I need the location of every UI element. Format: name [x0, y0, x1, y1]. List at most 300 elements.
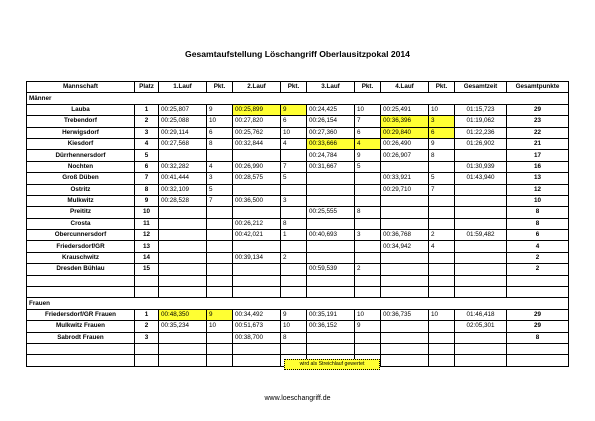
team-name-cell: Ostritz	[27, 184, 135, 195]
run3-points-cell: 10	[355, 309, 381, 320]
empty-cell	[355, 275, 381, 286]
run2-time-cell: 00:34,492	[233, 309, 281, 320]
run1-points-cell: 6	[207, 127, 233, 138]
run4-time-cell	[381, 264, 429, 275]
run4-time-cell	[381, 161, 429, 172]
total-points-cell: 17	[507, 150, 569, 161]
total-points-cell: 8	[507, 207, 569, 218]
total-points-cell: 16	[507, 161, 569, 172]
results-table	[26, 81, 569, 367]
run1-points-cell	[207, 150, 233, 161]
run2-time-cell: 00:32,844	[233, 138, 281, 149]
run2-time-cell	[233, 150, 281, 161]
run3-points-cell	[355, 218, 381, 229]
run4-points-cell	[429, 264, 455, 275]
run2-points-cell	[281, 150, 307, 161]
run2-points-cell	[281, 241, 307, 252]
table-row	[27, 161, 569, 172]
run4-points-cell: 3	[429, 116, 455, 127]
run1-time-cell	[159, 218, 207, 229]
team-name-cell: Mulkwitz	[27, 195, 135, 206]
run2-points-cell: 7	[281, 161, 307, 172]
placement-cell: 6	[135, 161, 159, 172]
run1-time-cell	[159, 150, 207, 161]
total-time-cell	[455, 218, 507, 229]
table-row	[27, 138, 569, 149]
run1-points-cell: 10	[207, 116, 233, 127]
run2-points-cell	[281, 184, 307, 195]
team-name-cell: Kiesdorf	[27, 138, 135, 149]
run3-points-cell: 3	[355, 230, 381, 241]
run1-time-cell: 00:32,109	[159, 184, 207, 195]
run3-time-cell: 00:26,154	[307, 116, 355, 127]
header-cell: 1.Lauf	[159, 82, 207, 93]
empty-cell	[429, 355, 455, 366]
total-time-cell	[455, 241, 507, 252]
total-points-cell: 10	[507, 195, 569, 206]
run2-time-cell: 00:38,700	[233, 332, 281, 343]
run1-points-cell	[207, 218, 233, 229]
team-name-cell: Trebendorf	[27, 116, 135, 127]
run2-points-cell	[281, 264, 307, 275]
empty-cell	[429, 287, 455, 298]
total-time-cell	[455, 332, 507, 343]
empty-cell	[207, 355, 233, 366]
empty-cell	[27, 287, 135, 298]
header-cell: Mannschaft	[27, 82, 135, 93]
empty-row	[27, 275, 569, 286]
placement-cell: 12	[135, 230, 159, 241]
table-row	[27, 127, 569, 138]
run3-time-cell: 00:24,425	[307, 104, 355, 115]
run3-time-cell: 00:31,667	[307, 161, 355, 172]
run1-points-cell: 4	[207, 161, 233, 172]
run2-points-cell: 3	[281, 195, 307, 206]
run2-time-cell: 00:36,500	[233, 195, 281, 206]
total-points-cell: 12	[507, 184, 569, 195]
total-time-cell: 01:59,482	[455, 230, 507, 241]
placement-cell: 1	[135, 309, 159, 320]
run1-points-cell	[207, 241, 233, 252]
run4-time-cell	[381, 207, 429, 218]
run3-time-cell	[307, 218, 355, 229]
empty-cell	[281, 275, 307, 286]
run3-time-cell	[307, 173, 355, 184]
run4-points-cell: 4	[429, 241, 455, 252]
run4-time-cell	[381, 218, 429, 229]
run3-time-cell	[307, 184, 355, 195]
run4-points-cell: 10	[429, 104, 455, 115]
run2-time-cell	[233, 184, 281, 195]
total-points-cell: 13	[507, 173, 569, 184]
team-name-cell: Preititz	[27, 207, 135, 218]
run1-time-cell: 00:25,088	[159, 116, 207, 127]
placement-cell: 8	[135, 184, 159, 195]
empty-cell	[27, 275, 135, 286]
empty-cell	[307, 287, 355, 298]
total-time-cell: 01:26,902	[455, 138, 507, 149]
run2-points-cell	[281, 207, 307, 218]
run1-points-cell: 3	[207, 173, 233, 184]
total-time-cell	[455, 252, 507, 263]
empty-cell	[135, 275, 159, 286]
run3-points-cell: 4	[355, 138, 381, 149]
team-name-cell: Dresden Bühlau	[27, 264, 135, 275]
run3-points-cell: 5	[355, 161, 381, 172]
run1-points-cell: 10	[207, 321, 233, 332]
run4-time-cell: 00:26,490	[381, 138, 429, 149]
run1-time-cell	[159, 230, 207, 241]
run4-time-cell	[381, 321, 429, 332]
total-time-cell	[455, 150, 507, 161]
team-name-cell: Dürrhennersdorf	[27, 150, 135, 161]
run4-points-cell: 8	[429, 150, 455, 161]
placement-cell: 7	[135, 173, 159, 184]
empty-cell	[381, 355, 429, 366]
empty-cell	[507, 355, 569, 366]
table-row	[27, 104, 569, 115]
team-name-cell: Nochten	[27, 161, 135, 172]
table-row	[27, 309, 569, 320]
team-name-cell: Lauba	[27, 104, 135, 115]
empty-cell	[455, 355, 507, 366]
table-row	[27, 252, 569, 263]
run1-time-cell: 00:35,234	[159, 321, 207, 332]
placement-cell: 14	[135, 252, 159, 263]
run4-points-cell	[429, 218, 455, 229]
total-points-cell: 29	[507, 104, 569, 115]
team-name-cell: Sabrodt Frauen	[27, 332, 135, 343]
run2-time-cell: 00:25,899	[233, 104, 281, 115]
run4-points-cell: 2	[429, 230, 455, 241]
empty-cell	[233, 355, 281, 366]
run3-points-cell: 2	[355, 264, 381, 275]
run2-points-cell: 9	[281, 104, 307, 115]
table-row	[27, 195, 569, 206]
total-time-cell	[455, 207, 507, 218]
run1-points-cell: 5	[207, 184, 233, 195]
run3-time-cell: 00:27,360	[307, 127, 355, 138]
total-points-cell: 23	[507, 116, 569, 127]
run4-points-cell: 7	[429, 184, 455, 195]
total-points-cell: 29	[507, 321, 569, 332]
table-row	[27, 173, 569, 184]
run2-points-cell: 6	[281, 116, 307, 127]
run2-time-cell: 00:28,575	[233, 173, 281, 184]
empty-cell	[381, 287, 429, 298]
run3-time-cell: 00:35,191	[307, 309, 355, 320]
run3-time-cell	[307, 332, 355, 343]
placement-cell: 5	[135, 150, 159, 161]
table-row	[27, 321, 569, 332]
run2-points-cell: 8	[281, 218, 307, 229]
empty-cell	[207, 287, 233, 298]
empty-cell	[281, 287, 307, 298]
empty-cell	[135, 355, 159, 366]
empty-cell	[281, 343, 307, 354]
total-time-cell: 01:19,062	[455, 116, 507, 127]
table-body	[27, 93, 569, 366]
run1-time-cell	[159, 264, 207, 275]
total-time-cell: 01:22,236	[455, 127, 507, 138]
placement-cell: 11	[135, 218, 159, 229]
header-cell: 4.Lauf	[381, 82, 429, 93]
run4-time-cell: 00:36,396	[381, 116, 429, 127]
empty-cell	[159, 343, 207, 354]
run4-time-cell	[381, 332, 429, 343]
team-name-cell: Mulkwitz Frauen	[27, 321, 135, 332]
run4-time-cell: 00:26,907	[381, 150, 429, 161]
run3-points-cell: 8	[355, 207, 381, 218]
run1-points-cell	[207, 332, 233, 343]
total-time-cell	[455, 264, 507, 275]
header-cell: Platz	[135, 82, 159, 93]
run2-points-cell: 8	[281, 332, 307, 343]
run3-points-cell: 9	[355, 150, 381, 161]
empty-cell	[27, 355, 135, 366]
header-cell: Pkt.	[207, 82, 233, 93]
run3-time-cell: 00:25,555	[307, 207, 355, 218]
run1-time-cell: 00:32,282	[159, 161, 207, 172]
empty-cell	[355, 343, 381, 354]
run3-time-cell	[307, 252, 355, 263]
total-points-cell: 8	[507, 218, 569, 229]
run3-time-cell: 00:33,666	[307, 138, 355, 149]
run1-points-cell	[207, 230, 233, 241]
section-title: Frauen	[27, 298, 569, 309]
run4-points-cell: 6	[429, 127, 455, 138]
run2-points-cell: 9	[281, 309, 307, 320]
run2-time-cell: 00:51,673	[233, 321, 281, 332]
run4-points-cell: 5	[429, 173, 455, 184]
run3-points-cell: 7	[355, 116, 381, 127]
team-name-cell: Friedersdorf/GR Frauen	[27, 309, 135, 320]
placement-cell: 10	[135, 207, 159, 218]
run1-time-cell: 00:28,528	[159, 195, 207, 206]
run3-points-cell: 9	[355, 321, 381, 332]
empty-cell	[233, 275, 281, 286]
run2-time-cell: 00:26,212	[233, 218, 281, 229]
run1-time-cell	[159, 252, 207, 263]
header-cell: Pkt.	[281, 82, 307, 93]
table-row	[27, 184, 569, 195]
run4-points-cell	[429, 195, 455, 206]
total-time-cell: 01:46,418	[455, 309, 507, 320]
run4-time-cell: 00:33,921	[381, 173, 429, 184]
run1-time-cell: 00:25,807	[159, 104, 207, 115]
empty-cell	[381, 275, 429, 286]
run2-points-cell: 2	[281, 252, 307, 263]
run1-points-cell	[207, 207, 233, 218]
run2-time-cell: 00:42,021	[233, 230, 281, 241]
total-points-cell: 29	[507, 309, 569, 320]
run2-time-cell	[233, 264, 281, 275]
run3-time-cell	[307, 195, 355, 206]
empty-cell	[507, 275, 569, 286]
empty-cell	[159, 355, 207, 366]
total-time-cell: 02:05,301	[455, 321, 507, 332]
run3-points-cell: 6	[355, 127, 381, 138]
empty-cell	[159, 287, 207, 298]
total-time-cell: 01:30,939	[455, 161, 507, 172]
section-header-row	[27, 298, 569, 309]
run2-time-cell: 00:25,762	[233, 127, 281, 138]
table-row	[27, 150, 569, 161]
total-time-cell: 01:43,940	[455, 173, 507, 184]
run1-time-cell: 00:27,568	[159, 138, 207, 149]
empty-cell	[135, 343, 159, 354]
footer-url: www.loeschangriff.de	[264, 395, 331, 402]
run4-time-cell: 00:34,942	[381, 241, 429, 252]
run4-time-cell: 00:29,710	[381, 184, 429, 195]
run1-time-cell: 00:29,114	[159, 127, 207, 138]
placement-cell: 13	[135, 241, 159, 252]
total-points-cell: 21	[507, 138, 569, 149]
header-cell: Gesamtzeit	[455, 82, 507, 93]
run3-time-cell: 00:24,784	[307, 150, 355, 161]
run2-points-cell: 5	[281, 173, 307, 184]
run3-time-cell: 00:36,152	[307, 321, 355, 332]
run1-points-cell: 8	[207, 138, 233, 149]
placement-cell: 15	[135, 264, 159, 275]
placement-cell: 9	[135, 195, 159, 206]
run1-points-cell	[207, 252, 233, 263]
run4-points-cell: 10	[429, 309, 455, 320]
empty-cell	[159, 275, 207, 286]
run4-time-cell	[381, 252, 429, 263]
run3-points-cell	[355, 332, 381, 343]
team-name-cell: Herwigsdorf	[27, 127, 135, 138]
total-points-cell: 2	[507, 252, 569, 263]
team-name-cell: Friedersdorf/GR	[27, 241, 135, 252]
run4-points-cell	[429, 321, 455, 332]
placement-cell: 1	[135, 104, 159, 115]
empty-cell	[307, 343, 355, 354]
document-title: Gesamtaufstellung Löschangriff Oberlausitzpokal 2014	[185, 49, 410, 59]
run3-time-cell	[307, 241, 355, 252]
total-points-cell: 6	[507, 230, 569, 241]
run3-points-cell	[355, 252, 381, 263]
empty-cell	[429, 343, 455, 354]
placement-cell: 2	[135, 321, 159, 332]
run2-points-cell: 10	[281, 321, 307, 332]
run3-time-cell: 00:40,693	[307, 230, 355, 241]
placement-cell: 3	[135, 332, 159, 343]
section-header-row	[27, 93, 569, 104]
total-points-cell: 8	[507, 332, 569, 343]
table-row	[27, 207, 569, 218]
table-row	[27, 241, 569, 252]
empty-cell	[135, 287, 159, 298]
run1-time-cell	[159, 241, 207, 252]
header-cell: 3.Lauf	[307, 82, 355, 93]
empty-cell	[381, 343, 429, 354]
total-time-cell	[455, 184, 507, 195]
total-points-cell: 4	[507, 241, 569, 252]
run3-points-cell	[355, 173, 381, 184]
empty-cell	[507, 287, 569, 298]
run2-time-cell	[233, 241, 281, 252]
empty-cell	[507, 343, 569, 354]
empty-cell	[207, 343, 233, 354]
run4-points-cell	[429, 332, 455, 343]
run2-time-cell: 00:27,820	[233, 116, 281, 127]
run1-time-cell: 00:48,350	[159, 309, 207, 320]
run3-points-cell	[355, 184, 381, 195]
placement-cell: 3	[135, 127, 159, 138]
run4-time-cell: 00:29,840	[381, 127, 429, 138]
empty-cell	[455, 343, 507, 354]
table-row	[27, 116, 569, 127]
run3-time-cell: 00:59,539	[307, 264, 355, 275]
run2-time-cell	[233, 207, 281, 218]
header-cell: Pkt.	[355, 82, 381, 93]
run1-time-cell	[159, 207, 207, 218]
run3-points-cell	[355, 241, 381, 252]
run4-time-cell: 00:36,735	[381, 309, 429, 320]
empty-cell	[429, 275, 455, 286]
run3-points-cell: 10	[355, 104, 381, 115]
empty-cell	[233, 287, 281, 298]
table-row	[27, 218, 569, 229]
team-name-cell: Crosta	[27, 218, 135, 229]
empty-cell	[233, 343, 281, 354]
header-cell: Pkt.	[429, 82, 455, 93]
run2-time-cell: 00:39,134	[233, 252, 281, 263]
run2-time-cell: 00:26,990	[233, 161, 281, 172]
placement-cell: 4	[135, 138, 159, 149]
run1-points-cell: 9	[207, 104, 233, 115]
team-name-cell: Krauschwitz	[27, 252, 135, 263]
total-time-cell	[455, 195, 507, 206]
team-name-cell: Groß Düben	[27, 173, 135, 184]
run2-points-cell: 10	[281, 127, 307, 138]
empty-cell	[307, 275, 355, 286]
streichlauf-legend: wird als Streichlauf gewertet	[284, 359, 380, 370]
run4-points-cell	[429, 207, 455, 218]
empty-cell	[455, 287, 507, 298]
header-cell: Gesamtpunkte	[507, 82, 569, 93]
total-points-cell: 2	[507, 264, 569, 275]
total-points-cell: 22	[507, 127, 569, 138]
run1-points-cell	[207, 264, 233, 275]
run1-time-cell: 00:41,444	[159, 173, 207, 184]
empty-cell	[207, 275, 233, 286]
header-cell: 2.Lauf	[233, 82, 281, 93]
empty-cell	[355, 287, 381, 298]
empty-row	[27, 343, 569, 354]
run4-points-cell	[429, 252, 455, 263]
section-title: Männer	[27, 93, 569, 104]
run2-points-cell: 4	[281, 138, 307, 149]
run1-points-cell: 7	[207, 195, 233, 206]
total-time-cell: 01:15,723	[455, 104, 507, 115]
placement-cell: 2	[135, 116, 159, 127]
team-name-cell: Obercunnersdorf	[27, 230, 135, 241]
run2-points-cell: 1	[281, 230, 307, 241]
run4-time-cell: 00:36,768	[381, 230, 429, 241]
run4-points-cell	[429, 161, 455, 172]
run4-points-cell: 9	[429, 138, 455, 149]
table-row	[27, 332, 569, 343]
empty-cell	[455, 275, 507, 286]
empty-row	[27, 287, 569, 298]
run3-points-cell	[355, 195, 381, 206]
run4-time-cell	[381, 195, 429, 206]
empty-cell	[27, 343, 135, 354]
table-row	[27, 230, 569, 241]
run4-time-cell: 00:25,491	[381, 104, 429, 115]
